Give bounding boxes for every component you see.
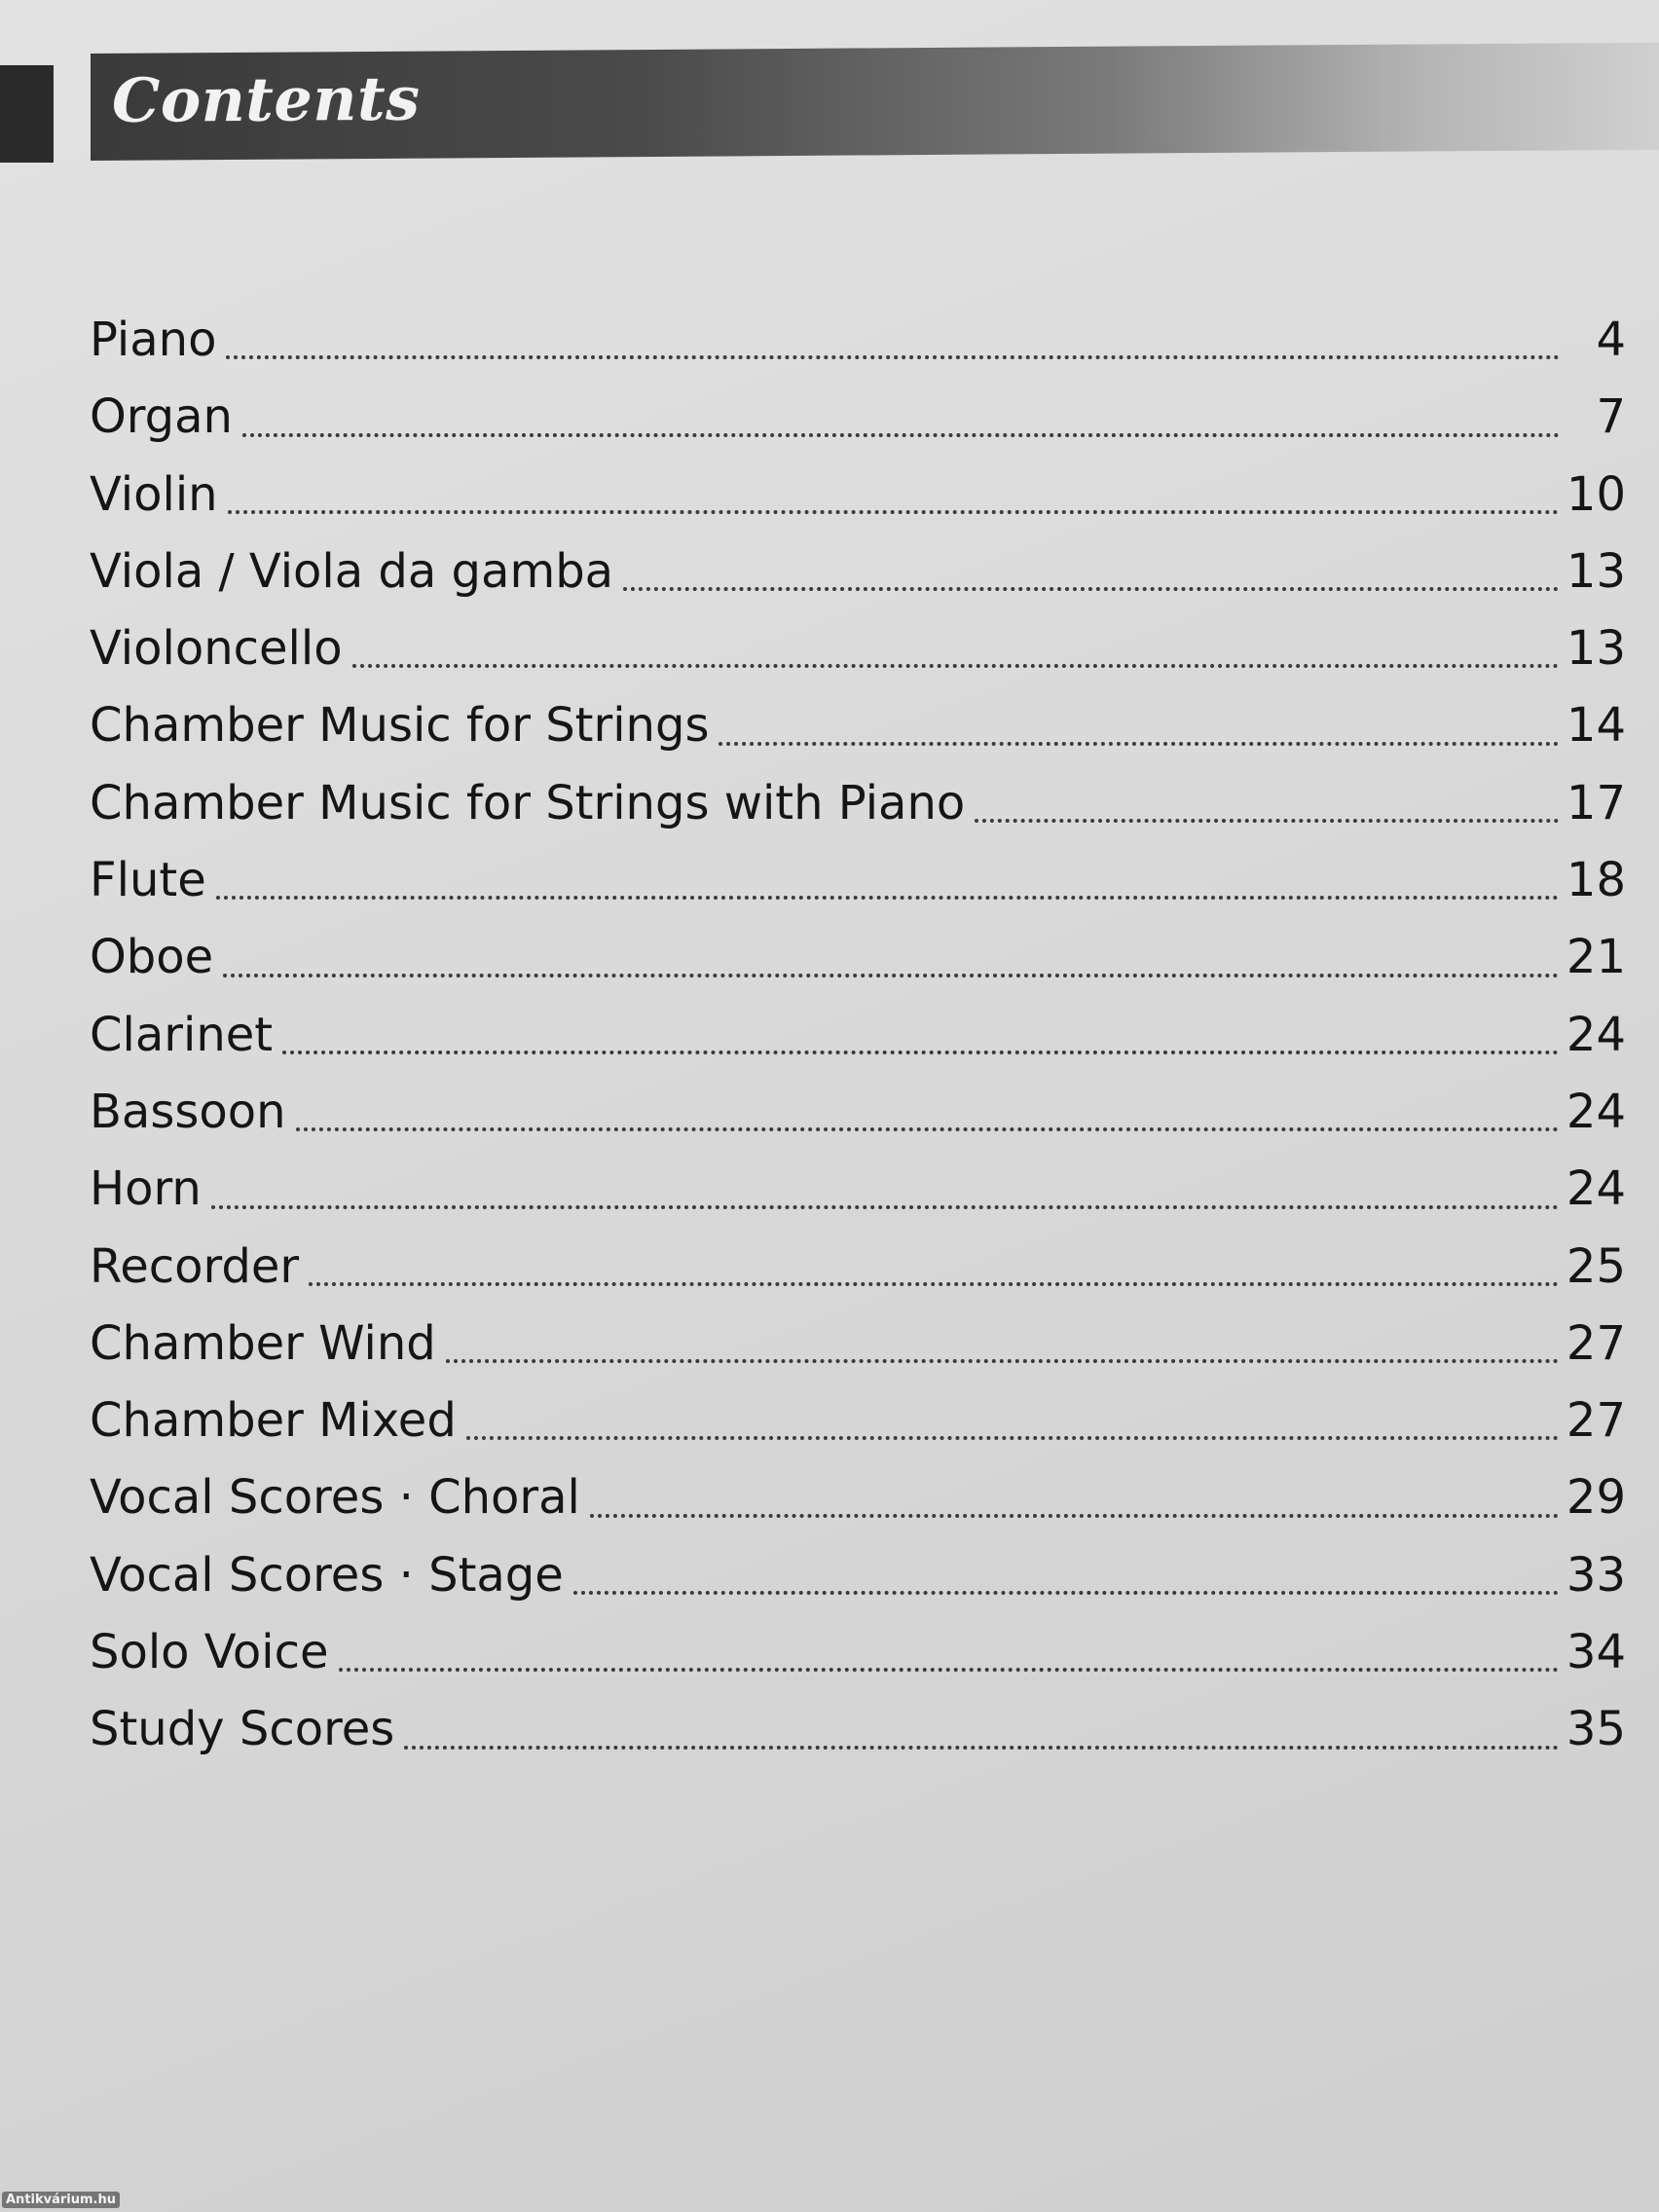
toc-entry-page-number: 27 — [1566, 1393, 1626, 1449]
contents-header-bar — [91, 43, 1659, 161]
dot-leader — [226, 355, 1560, 359]
toc-entry-page-number: 24 — [1566, 1084, 1626, 1139]
toc-entry-title: Study Scores — [90, 1702, 395, 1757]
toc-entry-title: Flute — [90, 853, 206, 908]
toc-entry-title: Piano — [90, 313, 217, 367]
toc-entry-title: Horn — [90, 1161, 202, 1217]
watermark-logo: Antikvárium.hu — [2, 2192, 120, 2208]
toc-entry-page-number: 27 — [1566, 1315, 1626, 1371]
toc-entry-title: Chamber Music for Strings — [90, 698, 710, 754]
toc-entry — [90, 1306, 1626, 1382]
toc-entry — [90, 302, 1626, 379]
toc-entry — [90, 1691, 1626, 1768]
toc-entry-page-number: 24 — [1566, 1007, 1626, 1062]
section-tab-marker — [0, 65, 54, 163]
toc-entry — [90, 379, 1626, 456]
dot-leader — [352, 664, 1559, 668]
toc-entry — [90, 842, 1626, 919]
toc-entry-page-number: 34 — [1566, 1625, 1626, 1680]
toc-entry-page-number: 21 — [1566, 930, 1626, 985]
toc-entry-title: Bassoon — [90, 1084, 286, 1139]
dot-leader — [211, 1205, 1559, 1209]
page-title: Contents — [112, 62, 421, 136]
toc-entry-page-number: 29 — [1566, 1470, 1626, 1526]
dot-leader — [296, 1127, 1559, 1131]
toc-entry — [90, 1074, 1626, 1151]
toc-entry-page-number: 25 — [1566, 1238, 1626, 1294]
toc-entry-page-number: 13 — [1566, 543, 1626, 599]
toc-entry-page-number: 18 — [1566, 853, 1626, 908]
toc-entry-page-number: 13 — [1566, 621, 1626, 677]
toc-entry-page-number: 17 — [1566, 775, 1626, 830]
toc-entry — [90, 1382, 1626, 1459]
toc-entry-title: Violoncello — [90, 621, 343, 677]
toc-entry-page-number: 14 — [1566, 698, 1626, 754]
dot-leader — [242, 433, 1560, 437]
toc-entry — [90, 1537, 1626, 1614]
toc-entry-page-number: 35 — [1566, 1702, 1626, 1757]
toc-entry-title: Vocal Scores · Stage — [90, 1547, 564, 1603]
toc-entry — [90, 534, 1626, 610]
toc-entry-title: Violin — [90, 466, 218, 522]
dot-leader — [216, 896, 1559, 900]
dot-leader — [573, 1591, 1559, 1595]
toc-entry — [90, 1614, 1626, 1691]
dot-leader — [446, 1359, 1559, 1363]
dot-leader — [228, 510, 1559, 514]
dot-leader — [309, 1282, 1559, 1286]
toc-entry-title: Oboe — [90, 930, 214, 985]
dot-leader — [719, 742, 1558, 746]
dot-leader — [282, 1051, 1559, 1054]
dot-leader — [975, 819, 1559, 823]
toc-entry-page-number: 7 — [1596, 389, 1626, 445]
dot-leader — [590, 1514, 1559, 1518]
dot-leader — [404, 1746, 1559, 1750]
toc-entry-page-number: 24 — [1566, 1161, 1626, 1217]
toc-entry-page-number: 33 — [1566, 1547, 1626, 1603]
toc-entry-title: Chamber Music for Strings with Piano — [90, 775, 966, 830]
dot-leader — [623, 587, 1559, 591]
toc-entry — [90, 765, 1626, 842]
toc-entry — [90, 1229, 1626, 1306]
toc-entry — [90, 687, 1626, 764]
toc-entry — [90, 997, 1626, 1074]
toc-entry-title: Viola / Viola da gamba — [90, 543, 614, 599]
table-of-contents — [90, 302, 1626, 1769]
toc-entry — [90, 457, 1626, 534]
toc-entry-title: Recorder — [90, 1238, 300, 1294]
toc-entry — [90, 1459, 1626, 1536]
dot-leader — [339, 1668, 1559, 1672]
toc-entry — [90, 610, 1626, 687]
toc-entry-title: Clarinet — [90, 1007, 274, 1062]
toc-entry-title: Vocal Scores · Choral — [90, 1470, 580, 1526]
toc-entry-title: Organ — [90, 389, 233, 445]
toc-entry — [90, 919, 1626, 996]
dot-leader — [223, 974, 1559, 977]
toc-entry-title: Chamber Mixed — [90, 1393, 457, 1449]
toc-entry-title: Solo Voice — [90, 1625, 329, 1680]
toc-entry — [90, 1151, 1626, 1228]
toc-entry-title: Chamber Wind — [90, 1315, 436, 1371]
dot-leader — [466, 1436, 1559, 1440]
toc-entry-page-number: 4 — [1596, 313, 1626, 367]
toc-entry-page-number: 10 — [1566, 466, 1626, 522]
